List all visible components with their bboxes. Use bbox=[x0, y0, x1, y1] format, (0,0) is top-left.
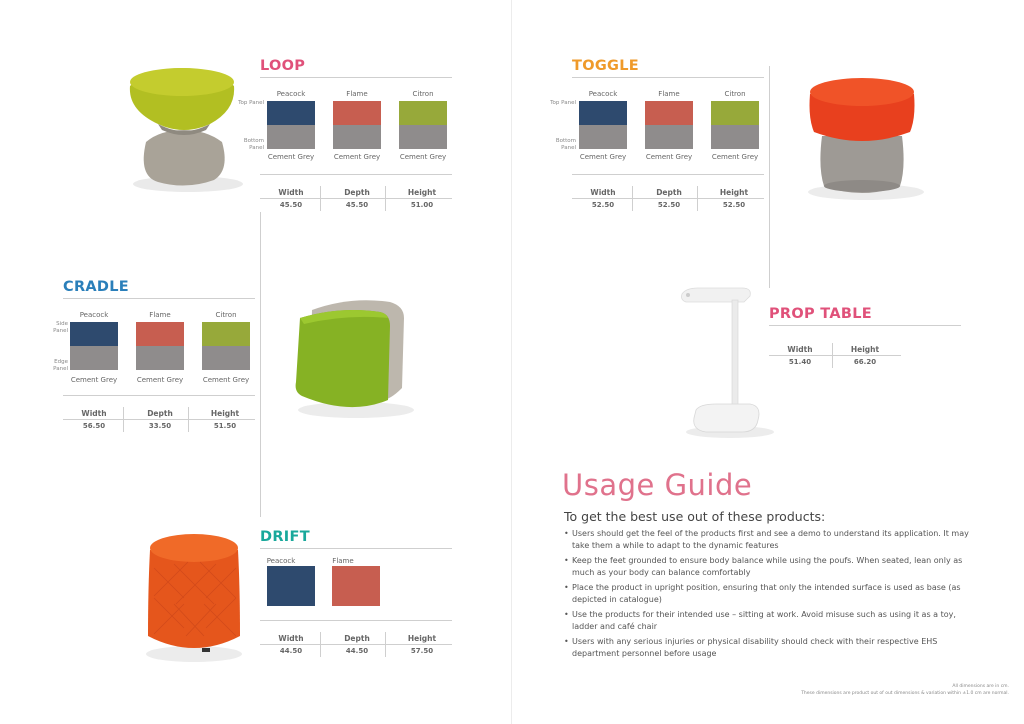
loop-stool-image bbox=[118, 66, 258, 196]
loop-swatch-cement-grey-1 bbox=[267, 125, 315, 149]
cradle-side-panel-label: Side Panel bbox=[53, 321, 68, 334]
toggle-swatch-cement-grey-2 bbox=[645, 125, 693, 149]
cradle-pouf-image bbox=[290, 296, 420, 422]
loop-dim-head-width: Width bbox=[278, 188, 304, 197]
drift-title-rule bbox=[260, 548, 452, 549]
loop-dims-top-rule bbox=[260, 174, 452, 175]
drift-dims-mid-rule bbox=[260, 644, 452, 645]
cradle-bottom-label-1: Cement Grey bbox=[70, 376, 118, 384]
prop-table-image bbox=[676, 286, 776, 442]
drift-dims-top-rule bbox=[260, 620, 452, 621]
drift-dim-height: 57.50 bbox=[410, 647, 434, 655]
toggle-swatch-peacock bbox=[579, 101, 627, 125]
loop-title: LOOP bbox=[260, 58, 306, 74]
usage-item: • Users with any serious injuries or physical disability should check with their respective EHS department personnel before usage bbox=[564, 636, 976, 660]
prop-dim-head-width: Width bbox=[787, 345, 813, 354]
toggle-swatch-label-flame: Flame bbox=[658, 90, 680, 98]
prop-table-title-rule bbox=[769, 325, 961, 326]
cradle-dim-head-height: Height bbox=[210, 409, 240, 418]
loop-dim-height: 51.00 bbox=[410, 201, 434, 209]
prop-table-title: PROP TABLE bbox=[769, 306, 872, 322]
loop-dim-depth: 45.50 bbox=[345, 201, 369, 209]
left-page-vertical-rule bbox=[260, 212, 261, 517]
drift-swatch-flame bbox=[332, 566, 380, 606]
drift-swatch-label-peacock: Peacock bbox=[266, 557, 296, 565]
right-page-vertical-rule bbox=[769, 66, 770, 288]
loop-swatch-flame bbox=[333, 101, 381, 125]
cradle-swatch-cement-grey-3 bbox=[202, 346, 250, 370]
drift-dim-head-width: Width bbox=[278, 634, 304, 643]
usage-item: • Use the products for their intended use – sitting at work. Avoid misuse such as using it as a toy, ladder and café chair bbox=[564, 609, 976, 633]
toggle-dim-depth: 52.50 bbox=[657, 201, 681, 209]
cradle-dim-width: 56.50 bbox=[82, 422, 106, 430]
loop-swatch-peacock bbox=[267, 101, 315, 125]
loop-top-panel-label: Top Panel bbox=[238, 100, 264, 106]
toggle-bottom-label-1: Cement Grey bbox=[579, 153, 627, 161]
toggle-bottom-label-2: Cement Grey bbox=[645, 153, 693, 161]
toggle-swatch-flame bbox=[645, 101, 693, 125]
prop-dim-head-height: Height bbox=[850, 345, 880, 354]
toggle-bottom-panel-label: Bottom Panel bbox=[555, 138, 576, 151]
cradle-dims-top-rule bbox=[63, 395, 255, 396]
cradle-bottom-label-3: Cement Grey bbox=[202, 376, 250, 384]
toggle-top-panel-label: Top Panel bbox=[550, 100, 576, 106]
toggle-title-rule bbox=[572, 77, 764, 78]
loop-bottom-label-2: Cement Grey bbox=[333, 153, 381, 161]
toggle-dims-top-rule bbox=[572, 174, 764, 175]
cradle-swatch-label-flame: Flame bbox=[149, 311, 171, 319]
loop-swatch-cement-grey-3 bbox=[399, 125, 447, 149]
left-page bbox=[0, 0, 511, 724]
drift-swatch-label-flame: Flame bbox=[332, 557, 354, 565]
usage-guide-list bbox=[564, 528, 976, 663]
toggle-title: TOGGLE bbox=[572, 58, 639, 74]
drift-swatch-peacock bbox=[267, 566, 315, 606]
usage-item: • Keep the feet grounded to ensure body balance while using the poufs. When seated, lean only as much as your body can balance comfortably bbox=[564, 555, 976, 579]
toggle-swatch-label-citron: Citron bbox=[724, 90, 746, 98]
drift-pouf-image bbox=[140, 528, 250, 664]
cradle-dim-head-width: Width bbox=[81, 409, 107, 418]
loop-swatch-citron bbox=[399, 101, 447, 125]
cradle-swatch-label-peacock: Peacock bbox=[79, 311, 109, 319]
toggle-swatch-cement-grey-3 bbox=[711, 125, 759, 149]
drift-dim-head-height: Height bbox=[407, 634, 437, 643]
usage-item: • Users should get the feel of the products first and see a demo to understand its application. It may take them a while to adapt to the dynamic features bbox=[564, 528, 976, 552]
drift-dim-head-depth: Depth bbox=[344, 634, 370, 643]
loop-swatch-label-citron: Citron bbox=[412, 90, 434, 98]
toggle-bottom-label-3: Cement Grey bbox=[711, 153, 759, 161]
toggle-dim-head-width: Width bbox=[590, 188, 616, 197]
toggle-dim-width: 52.50 bbox=[591, 201, 615, 209]
drift-dim-depth: 44.50 bbox=[345, 647, 369, 655]
usage-guide-subtitle: To get the best use out of these products: bbox=[564, 509, 826, 524]
right-page bbox=[512, 0, 1023, 724]
prop-dim-width: 51.40 bbox=[788, 358, 812, 366]
drift-dim-width: 44.50 bbox=[279, 647, 303, 655]
toggle-swatch-label-peacock: Peacock bbox=[588, 90, 618, 98]
cradle-dim-height: 51.50 bbox=[213, 422, 237, 430]
cradle-swatch-flame bbox=[136, 322, 184, 346]
toggle-dim-head-depth: Depth bbox=[656, 188, 682, 197]
usage-item: • Place the product in upright position, ensuring that only the intended surface is used as base (as depicted in catalogue) bbox=[564, 582, 976, 606]
cradle-swatch-cement-grey-2 bbox=[136, 346, 184, 370]
cradle-dims-mid-rule bbox=[63, 419, 255, 420]
cradle-dim-depth: 33.50 bbox=[148, 422, 172, 430]
cradle-title: CRADLE bbox=[63, 279, 130, 295]
cradle-swatch-label-citron: Citron bbox=[215, 311, 237, 319]
loop-swatch-cement-grey-2 bbox=[333, 125, 381, 149]
loop-dim-head-depth: Depth bbox=[344, 188, 370, 197]
cradle-edge-panel-label: Edge Panel bbox=[53, 359, 68, 372]
toggle-pouf-image bbox=[804, 74, 944, 204]
cradle-swatch-citron bbox=[202, 322, 250, 346]
toggle-dim-head-height: Height bbox=[719, 188, 749, 197]
footnote-line-2: These dimensions are product out of out dimensions & variation within ±1.0 cm are normal. bbox=[801, 691, 1009, 696]
loop-dim-head-height: Height bbox=[407, 188, 437, 197]
cradle-swatch-cement-grey-1 bbox=[70, 346, 118, 370]
prop-dim-height: 66.20 bbox=[853, 358, 877, 366]
loop-bottom-label-1: Cement Grey bbox=[267, 153, 315, 161]
loop-dim-width: 45.50 bbox=[279, 201, 303, 209]
usage-guide-title: Usage Guide bbox=[562, 468, 753, 502]
loop-bottom-panel-label: Bottom Panel bbox=[243, 138, 264, 151]
toggle-swatch-citron bbox=[711, 101, 759, 125]
cradle-title-rule bbox=[63, 298, 255, 299]
cradle-dim-head-depth: Depth bbox=[147, 409, 173, 418]
cradle-swatch-peacock bbox=[70, 322, 118, 346]
toggle-swatch-cement-grey-1 bbox=[579, 125, 627, 149]
toggle-dims-mid-rule bbox=[572, 198, 764, 199]
prop-dims-mid-rule bbox=[769, 355, 901, 356]
loop-swatch-label-peacock: Peacock bbox=[276, 90, 306, 98]
footnote-line-1: All dimensions are in cm. bbox=[952, 684, 1009, 689]
loop-bottom-label-3: Cement Grey bbox=[399, 153, 447, 161]
loop-title-rule bbox=[260, 77, 452, 78]
toggle-dim-height: 52.50 bbox=[722, 201, 746, 209]
loop-swatch-label-flame: Flame bbox=[346, 90, 368, 98]
loop-dims-mid-rule bbox=[260, 198, 452, 199]
cradle-bottom-label-2: Cement Grey bbox=[136, 376, 184, 384]
drift-title: DRIFT bbox=[260, 529, 310, 545]
